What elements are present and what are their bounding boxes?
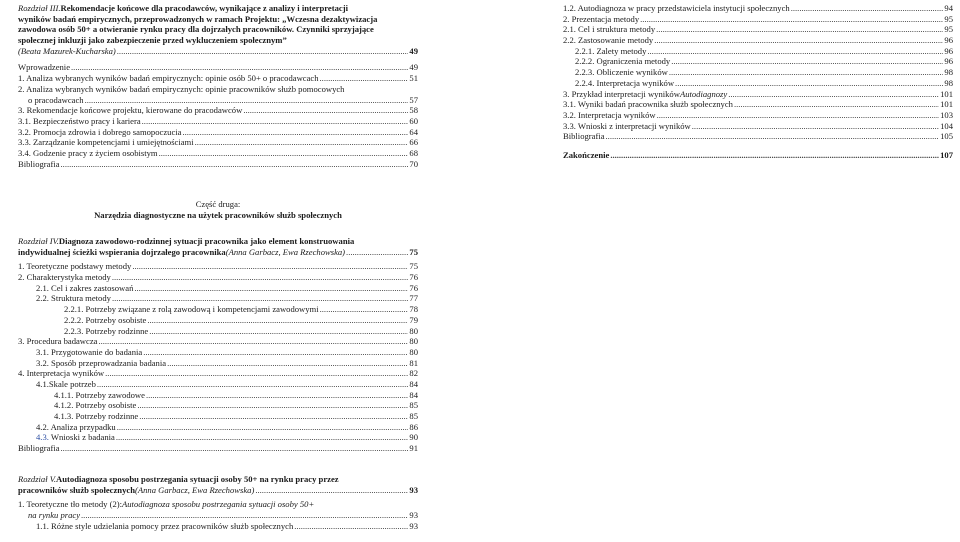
toc-entry[interactable]: [563, 89, 953, 100]
chapter3-title-line3: zawodowa osób 50+ a otwieranie rynku pracy dla dojrzałych pracowników. Czynniki sprzyjające: [18, 24, 374, 35]
dot-leader: [734, 99, 939, 110]
dot-leader: [117, 422, 409, 433]
left-top-toc: [18, 3, 418, 169]
toc-entry-text: 4.1.2. Potrzeby osobiste: [54, 400, 137, 411]
dot-leader: [654, 35, 943, 46]
dot-leader: [61, 159, 409, 170]
toc-entry-text: 3. Rekomendacje końcowe projektu, kierowane do pracodawców: [18, 105, 243, 116]
toc-entry-text: 2. Charakterystyka metody: [18, 272, 111, 283]
dot-leader: [657, 110, 940, 121]
toc-entry-text: 3.2. Sposób przeprowadzania badania: [36, 357, 167, 368]
toc-entry[interactable]: [18, 485, 418, 496]
toc-entry-text: Bibliografia: [18, 158, 60, 169]
chapter3-entries: [18, 62, 418, 169]
page-number: 85: [409, 411, 418, 421]
page-number: 96: [944, 45, 953, 56]
toc-entry-text: 1.1. Różne style udzielania pomocy przez pracowników służb społecznych: [36, 520, 294, 531]
page-number: 93: [409, 520, 418, 531]
page-number: 51: [409, 73, 418, 84]
toc-entry-text: 4.1.Skale potrzeb: [36, 378, 96, 389]
dot-leader: [692, 121, 939, 132]
dot-leader: [728, 89, 939, 100]
chapter3-prefix: Rozdział III.: [18, 3, 61, 13]
toc-entry[interactable]: [18, 336, 418, 347]
toc-entry-text: 2.2.3. Obliczenie wyników: [575, 67, 668, 78]
toc-entry[interactable]: [18, 272, 418, 283]
dot-leader: [112, 293, 408, 304]
chapter3-title: Rekomendacje końcowe dla pracodawców, wynikające z analizy i interpretacji: [60, 3, 348, 13]
page-number: 98: [944, 67, 953, 78]
toc-entry-text: 3.2. Promocja zdrowia i dobrego samopoczucia: [18, 126, 182, 137]
toc-entry-italic: na rynku pracy: [28, 510, 81, 521]
toc-entry-text: 3.1. Bezpieczeństwo pracy i kariera: [18, 115, 141, 126]
page-number: 84: [409, 378, 418, 389]
page-number: 84: [409, 389, 418, 400]
page-number: 95: [944, 13, 953, 24]
page-number: 86: [409, 421, 418, 432]
dot-leader: [105, 368, 408, 379]
chapter3-author: (Beata Mazurek-Kucharska): [18, 45, 116, 56]
dot-leader: [791, 3, 944, 14]
toc-entry-text: 3.1. Przygotowanie do badania: [36, 346, 143, 357]
page-number: 91: [409, 443, 418, 454]
toc-entry[interactable]: [18, 411, 418, 422]
page-number: 78: [409, 304, 418, 315]
dot-leader: [159, 148, 409, 159]
conclusion-text: Zakończenie: [563, 149, 610, 160]
dot-leader: [146, 390, 408, 401]
toc-entry-text: 3.3. Wnioski z interpretacji wyników: [563, 120, 691, 131]
toc-entry[interactable]: [18, 283, 418, 294]
page-number: 75: [409, 261, 418, 272]
part-two-heading: [18, 199, 418, 220]
page-number: 80: [409, 325, 418, 336]
toc-entry-text: 2.2.4. Interpretacja wyników: [575, 77, 675, 88]
toc-entry[interactable]: [18, 443, 418, 454]
toc-entry-text: Wprowadzenie: [18, 62, 71, 73]
toc-entry[interactable]: [18, 127, 418, 138]
toc-entry[interactable]: [563, 46, 953, 57]
toc-entry-text: Bibliografia: [563, 131, 605, 142]
toc-entry[interactable]: [18, 148, 418, 159]
toc-entry-text: 1. Analiza wybranych wyników badań empirycznych: opinie osób 50+ o pracodawcach: [18, 73, 319, 84]
toc-entry[interactable]: [18, 347, 418, 358]
chapter5-author: (Anna Garbacz, Ewa Rzechowska): [134, 484, 255, 495]
chapter5-toc: [18, 474, 418, 531]
toc-entry[interactable]: [563, 121, 953, 132]
dot-leader: [132, 261, 408, 272]
page-number: 77: [409, 293, 418, 304]
page-number: 93: [409, 510, 418, 521]
toc-entry[interactable]: [563, 99, 953, 110]
toc-entry-text: [36, 432, 115, 443]
toc-entry-text: 2. Prezentacja metody: [563, 13, 640, 24]
page-number: 90: [409, 432, 418, 443]
page-number: 95: [944, 24, 953, 35]
toc-entry[interactable]: [563, 110, 953, 121]
page-number: 85: [409, 400, 418, 411]
toc-entry-text: 1.2. Autodiagnoza w pracy przedstawiciela instytucji społecznych: [563, 3, 790, 13]
page-number: 75: [409, 246, 418, 257]
chapter5-title-line2: pracowników służb społecznych: [18, 484, 135, 495]
toc-entry-text: 3.1. Wyniki badań pracownika służb społecznych: [563, 99, 733, 110]
toc-entry[interactable]: [18, 84, 418, 95]
dot-leader: [320, 73, 409, 84]
dot-leader: [640, 14, 943, 25]
dot-leader: [149, 326, 408, 337]
page-number: 49: [409, 62, 418, 73]
toc-entry-text: 1. Teoretyczne podstawy metody: [18, 261, 132, 272]
toc-entry-text: 2.2.2. Potrzeby osobiste: [64, 314, 147, 325]
dot-leader: [182, 127, 408, 138]
toc-entry-text: 2.1. Cel i zakres zastosowań: [36, 282, 134, 293]
dot-leader: [195, 137, 409, 148]
toc-entry[interactable]: [18, 510, 418, 521]
toc-entry-text: 2. Analiza wybranych wyników badań empirycznych: opinie pracowników służb pomocowych: [18, 83, 345, 94]
toc-entry[interactable]: [563, 3, 953, 14]
chapter4-prefix: Rozdział IV.: [18, 236, 59, 246]
chapter4-author: (Anna Garbacz, Ewa Rzechowska): [225, 246, 346, 257]
chapter3-title-line4: społecznej inkluzji jako zabezpieczenie przed wykluczeniem społecznym”: [18, 35, 287, 46]
toc-entry-text: 2.2.3. Potrzeby rodzinne: [64, 325, 149, 336]
dot-leader: [346, 247, 408, 258]
dot-leader: [647, 46, 943, 57]
page-number: 105: [940, 131, 953, 142]
page-number: 103: [940, 109, 953, 120]
dot-leader: [81, 510, 408, 521]
toc-entry[interactable]: [563, 14, 953, 25]
toc-entry[interactable]: [563, 35, 953, 46]
toc-entry[interactable]: [563, 24, 953, 35]
dot-leader: [117, 46, 409, 57]
chapter3-title-line2: wyników badań empirycznych, przeprowadzonych w ramach Projektu: „Wczesna dezaktywizacja: [18, 13, 378, 24]
toc-entry[interactable]: [18, 432, 418, 443]
page-number: 81: [409, 357, 418, 368]
toc-entry-text: 1. Teoretyczne tło metody (2):: [18, 499, 123, 510]
page-number: 64: [409, 126, 418, 137]
toc-entry[interactable]: [18, 46, 418, 57]
dot-leader: [71, 62, 408, 73]
toc-entry-text: 3. Procedura badawcza: [18, 336, 98, 347]
chapter3-heading: [18, 3, 418, 56]
page-number: 68: [409, 147, 418, 158]
dot-leader: [143, 347, 408, 358]
page-number: 93: [409, 484, 418, 495]
toc-entry[interactable]: [18, 379, 418, 390]
toc-entry-text: 3. Przykład interpretacji wyników: [563, 88, 680, 99]
page-number: 80: [409, 336, 418, 347]
dot-leader: [137, 400, 408, 411]
toc-entry-text: 4. Interpretacja wyników: [18, 368, 105, 379]
dot-leader: [610, 150, 939, 161]
part-two-label: Część druga:: [195, 199, 241, 209]
page-number: 76: [409, 272, 418, 283]
page-number: 49: [409, 45, 418, 56]
dot-leader: [294, 521, 408, 532]
toc-entry[interactable]: [18, 326, 418, 337]
toc-entry[interactable]: [563, 56, 953, 67]
page-number: 79: [409, 314, 418, 325]
dot-leader: [669, 67, 944, 78]
toc-entry-text: 2.2.1. Potrzeby związane z rolą zawodową i kompetencjami zawodowymi: [64, 304, 319, 315]
toc-entry[interactable]: [18, 137, 418, 148]
toc-entry-text: 2.2.2. Ograniczenia metody: [575, 56, 671, 67]
toc-entry[interactable]: [18, 261, 418, 272]
dot-leader: [656, 24, 943, 35]
toc-entry-italic: Autodiagnozy: [679, 88, 728, 99]
page-number: 96: [944, 35, 953, 46]
toc-entry[interactable]: [18, 358, 418, 369]
page-number: 57: [409, 94, 418, 105]
chapter5-title: Autodiagnoza sposobu postrzegania sytuacji osoby 50+ na rynku pracy przez: [56, 474, 339, 484]
dot-leader: [61, 443, 409, 454]
toc-entry-text: 3.3. Zarządzanie kompetencjami i umiejętnościami: [18, 137, 194, 148]
toc-entry[interactable]: [18, 315, 418, 326]
dot-leader: [116, 432, 409, 443]
page-number: 76: [409, 282, 418, 293]
chapter5-prefix: Rozdział V.: [18, 474, 57, 484]
toc-entry-text: 4.1.1. Potrzeby zawodowe: [54, 389, 145, 400]
page-number: 98: [944, 77, 953, 88]
part-two-title: Narzędzia diagnostyczne na użytek pracowników służb społecznych: [94, 209, 342, 220]
toc-entry[interactable]: [18, 95, 418, 106]
page-number: 70: [409, 158, 418, 169]
page-number: 94: [944, 3, 953, 13]
toc-entry-text: 2.1. Cel i struktura metody: [563, 24, 656, 35]
toc-entry[interactable]: [18, 116, 418, 127]
page-number: 101: [940, 99, 953, 110]
toc-entry-text: 2.2. Zastosowanie metody: [563, 35, 654, 46]
page-number: 82: [409, 368, 418, 379]
toc-entry[interactable]: [18, 499, 418, 510]
dot-leader: [320, 304, 409, 315]
page-number: 80: [409, 346, 418, 357]
toc-entry[interactable]: [563, 67, 953, 78]
toc-entry-text: 4.1.3. Potrzeby rodzinne: [54, 411, 139, 421]
dot-leader: [675, 78, 943, 89]
toc-entry[interactable]: [563, 150, 953, 161]
right-col-toc: [563, 3, 953, 161]
toc-entry-text: 2.2.1. Zalety metody: [575, 45, 647, 56]
toc-entry-number: 4.3.: [36, 432, 49, 443]
dot-leader: [134, 283, 408, 294]
dot-leader: [112, 272, 409, 283]
toc-entry-text: 3.4. Godzenie pracy z życiem osobistym: [18, 147, 158, 158]
toc-entry[interactable]: [563, 131, 953, 142]
toc-entry[interactable]: [18, 304, 418, 315]
toc-entry[interactable]: [18, 422, 418, 433]
page-number: 60: [409, 115, 418, 126]
page-number: 96: [944, 56, 953, 67]
toc-entry[interactable]: [18, 159, 418, 170]
toc-entry-text: Bibliografia: [18, 443, 60, 454]
dot-leader: [97, 379, 409, 390]
toc-entry-italic: Autodiagnoza sposobu postrzegania sytuacji osoby 50+: [122, 499, 315, 510]
toc-entry[interactable]: [18, 368, 418, 379]
page-number: 107: [940, 149, 953, 160]
toc-entry[interactable]: [18, 521, 418, 532]
dot-leader: [139, 411, 408, 422]
toc-entry-text: 3.2. Interpretacja wyników: [563, 109, 656, 120]
toc-entry[interactable]: [18, 390, 418, 401]
chapter4-title-line2: indywidualnej ścieżki wspierania dojrzałego pracownika: [18, 246, 226, 257]
toc-entry[interactable]: [18, 293, 418, 304]
chapter4-title: Diagnoza zawodowo-rodzinnej sytuacji pracownika jako element konstruowania: [58, 236, 355, 246]
page-number: 58: [409, 105, 418, 116]
toc-entry[interactable]: [18, 247, 418, 258]
dot-leader: [255, 485, 408, 496]
dot-leader: [147, 315, 408, 326]
toc-entry[interactable]: [18, 62, 418, 73]
toc-entry-label: Wnioski z badania: [48, 432, 115, 443]
page-number: 104: [940, 120, 953, 131]
toc-entry-text: 4.2. Analiza przypadku: [36, 421, 116, 432]
dot-leader: [142, 116, 409, 127]
toc-entry-text: o pracodawcach: [28, 94, 84, 105]
page-number: 66: [409, 137, 418, 148]
toc-entry[interactable]: [18, 105, 418, 116]
chapter4-toc: [18, 236, 418, 454]
toc-entry[interactable]: [18, 400, 418, 411]
toc-entry-text: 2.2. Struktura metody: [36, 293, 111, 304]
page-number: 101: [940, 88, 953, 99]
dot-leader: [243, 105, 408, 116]
dot-leader: [167, 358, 408, 369]
dot-leader: [606, 131, 940, 142]
dot-leader: [85, 95, 409, 106]
toc-entry[interactable]: [563, 78, 953, 89]
toc-entry[interactable]: [18, 73, 418, 84]
dot-leader: [671, 56, 943, 67]
dot-leader: [98, 336, 408, 347]
